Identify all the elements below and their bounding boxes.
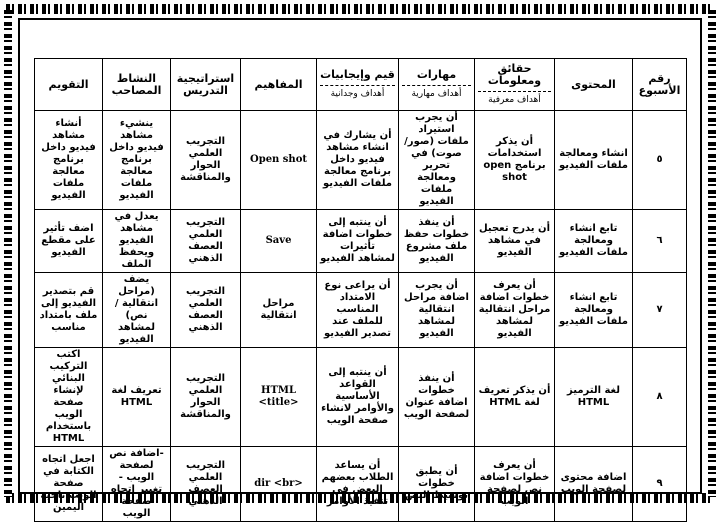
cell-activity: تعريف لغة HTML xyxy=(103,348,171,447)
cell-strategy: التجريب العلمي العصف الذهني xyxy=(171,210,241,273)
cell-content: انشاء ومعالجة ملفات الفيديو xyxy=(555,111,633,210)
cell-skills: أن يجرب استيراد ملفات (صور/ صوت) في تحرير ومعالجة ملفات الفيديو xyxy=(399,111,475,210)
header-skills-label: مهارات xyxy=(416,68,457,81)
header-evaluation xyxy=(35,59,103,111)
cell-facts: أن يذكر تعريف لغة HTML xyxy=(475,348,555,447)
decorative-border-left xyxy=(4,10,12,497)
header-evaluation-label: التقويم xyxy=(48,77,89,91)
cell-activity: -اضافة نص لصفحة الويب - تغيير اتجاه صفحة الويب xyxy=(103,447,171,522)
cell-week: ٩ xyxy=(633,447,687,522)
cell-evaluation: اضف تأثير على مقطع الفيديو xyxy=(35,210,103,273)
header-content xyxy=(555,59,633,111)
cell-facts: أن يدرج تعجيل في مشاهد الفيديو xyxy=(475,210,555,273)
cell-week: ٨ xyxy=(633,348,687,447)
cell-concepts: dir <br> xyxy=(241,447,317,522)
header-skills-sub: أهداف مهارية xyxy=(402,85,471,100)
cell-skills: أن يطبق خطوات توسيط النص xyxy=(399,447,475,522)
table-row xyxy=(35,447,687,522)
cell-concepts: Open shot xyxy=(241,111,317,210)
cell-content: اضافة محتوى لصفحة الويب xyxy=(555,447,633,522)
cell-strategy: التجريب العلمي العصف الذهني xyxy=(171,273,241,348)
cell-values: أن يراعى نوع الامتداد المناسب للملف عند تصدير الفيديو xyxy=(317,273,399,348)
table-row xyxy=(35,273,687,348)
table-row xyxy=(35,111,687,210)
cell-values: أن يشارك في انشاء مشاهد فيديو داخل برنامج معالجة ملفات الفيديو xyxy=(317,111,399,210)
decorative-border-top xyxy=(6,4,714,14)
header-values-sub: أهداف وجدانية xyxy=(320,85,395,100)
cell-activity: ينشيء مشاهد فيديو داخل برنامج معالجة ملفات الفيديو xyxy=(103,111,171,210)
header-activity xyxy=(103,59,171,111)
cell-evaluation: اجعل اتجاه الكتابة في صفحة الويب ناحية اليمين xyxy=(35,447,103,522)
cell-content: لغة الترميز HTML xyxy=(555,348,633,447)
cell-facts: أن يعرف خطوات اضافة نص لصفحة الويب xyxy=(475,447,555,522)
header-week xyxy=(633,59,687,111)
cell-strategy: التجريب العلمي الحوار والمناقشة xyxy=(171,348,241,447)
table-row xyxy=(35,348,687,447)
cell-values: أن ينتبه إلى القواعد الأساسية والأوامر لانشاء صفحة الويب xyxy=(317,348,399,447)
header-facts-sub: أهداف معرفية xyxy=(478,91,551,106)
cell-strategy: التجريب العلمي العصف الذهني xyxy=(171,447,241,522)
cell-facts: أن يعرف خطوات اضافة مراحل انتقالية لمشاهد الفيديو xyxy=(475,273,555,348)
cell-concepts: HTML <title> xyxy=(241,348,317,447)
header-values-label: قيم وإيجابيات xyxy=(320,68,395,81)
decorative-border-right xyxy=(708,10,716,497)
header-activity-label: النشاط المصاحب xyxy=(111,71,162,97)
header-concepts xyxy=(241,59,317,111)
cell-skills: أن ينفذ خطوات حفظ ملف مشروع الفيديو xyxy=(399,210,475,273)
header-values xyxy=(317,59,399,111)
cell-week: ٧ xyxy=(633,273,687,348)
cell-evaluation: اكتب التركيب البنائي لإنشاء صفحة الويب باستخدام HTML xyxy=(35,348,103,447)
header-week-label: رقم الأسبوع xyxy=(638,71,681,97)
header-strategy-label: استراتيجية التدريس xyxy=(176,71,235,97)
table-row xyxy=(35,210,687,273)
cell-evaluation: قم بتصدير الفيديو إلى ملف بامتداد مناسب xyxy=(35,273,103,348)
cell-concepts: مراحل انتقالية xyxy=(241,273,317,348)
lesson-plan-table xyxy=(34,58,687,522)
cell-skills: أن ينفذ خطوات اضافة عنوان لصفحة الويب xyxy=(399,348,475,447)
header-facts xyxy=(475,59,555,111)
cell-activity: يضف (مراحل انتقالية / نص) لمشاهد الفيديو xyxy=(103,273,171,348)
header-concepts-label: المفاهيم xyxy=(254,77,303,91)
cell-concepts: Save xyxy=(241,210,317,273)
cell-evaluation: أنشاء مشاهد فيديو داخل برنامج معالجة ملفات الفيديو xyxy=(35,111,103,210)
cell-strategy: التجريب العلمي الحوار والمناقشة xyxy=(171,111,241,210)
table-header-row xyxy=(35,59,687,111)
header-strategy xyxy=(171,59,241,111)
cell-values: أن ينتبه إلى خطوات اضافة تأثيرات لمشاهد الفيديو xyxy=(317,210,399,273)
header-content-label: المحتوى xyxy=(571,77,616,91)
cell-content: تابع انشاء ومعالجة ملفات الفيديو xyxy=(555,210,633,273)
cell-skills: أن يجرب اضافة مراحل انتقالية لمشاهد الفيديو xyxy=(399,273,475,348)
cell-week: ٦ xyxy=(633,210,687,273)
cell-week: ٥ xyxy=(633,111,687,210)
cell-values: أن يساعد الطلاب بعضهم البعض في تنفيذ الأوامر xyxy=(317,447,399,522)
header-facts-label: حقائق ومعلومات xyxy=(487,62,542,87)
cell-facts: أن يذكر استخدامات برنامج open shot xyxy=(475,111,555,210)
cell-content: تابع انشاء ومعالجة ملفات الفيديو xyxy=(555,273,633,348)
header-skills xyxy=(399,59,475,111)
cell-activity: يعدل في مشاهد الفيديو ويحفظ الملف xyxy=(103,210,171,273)
